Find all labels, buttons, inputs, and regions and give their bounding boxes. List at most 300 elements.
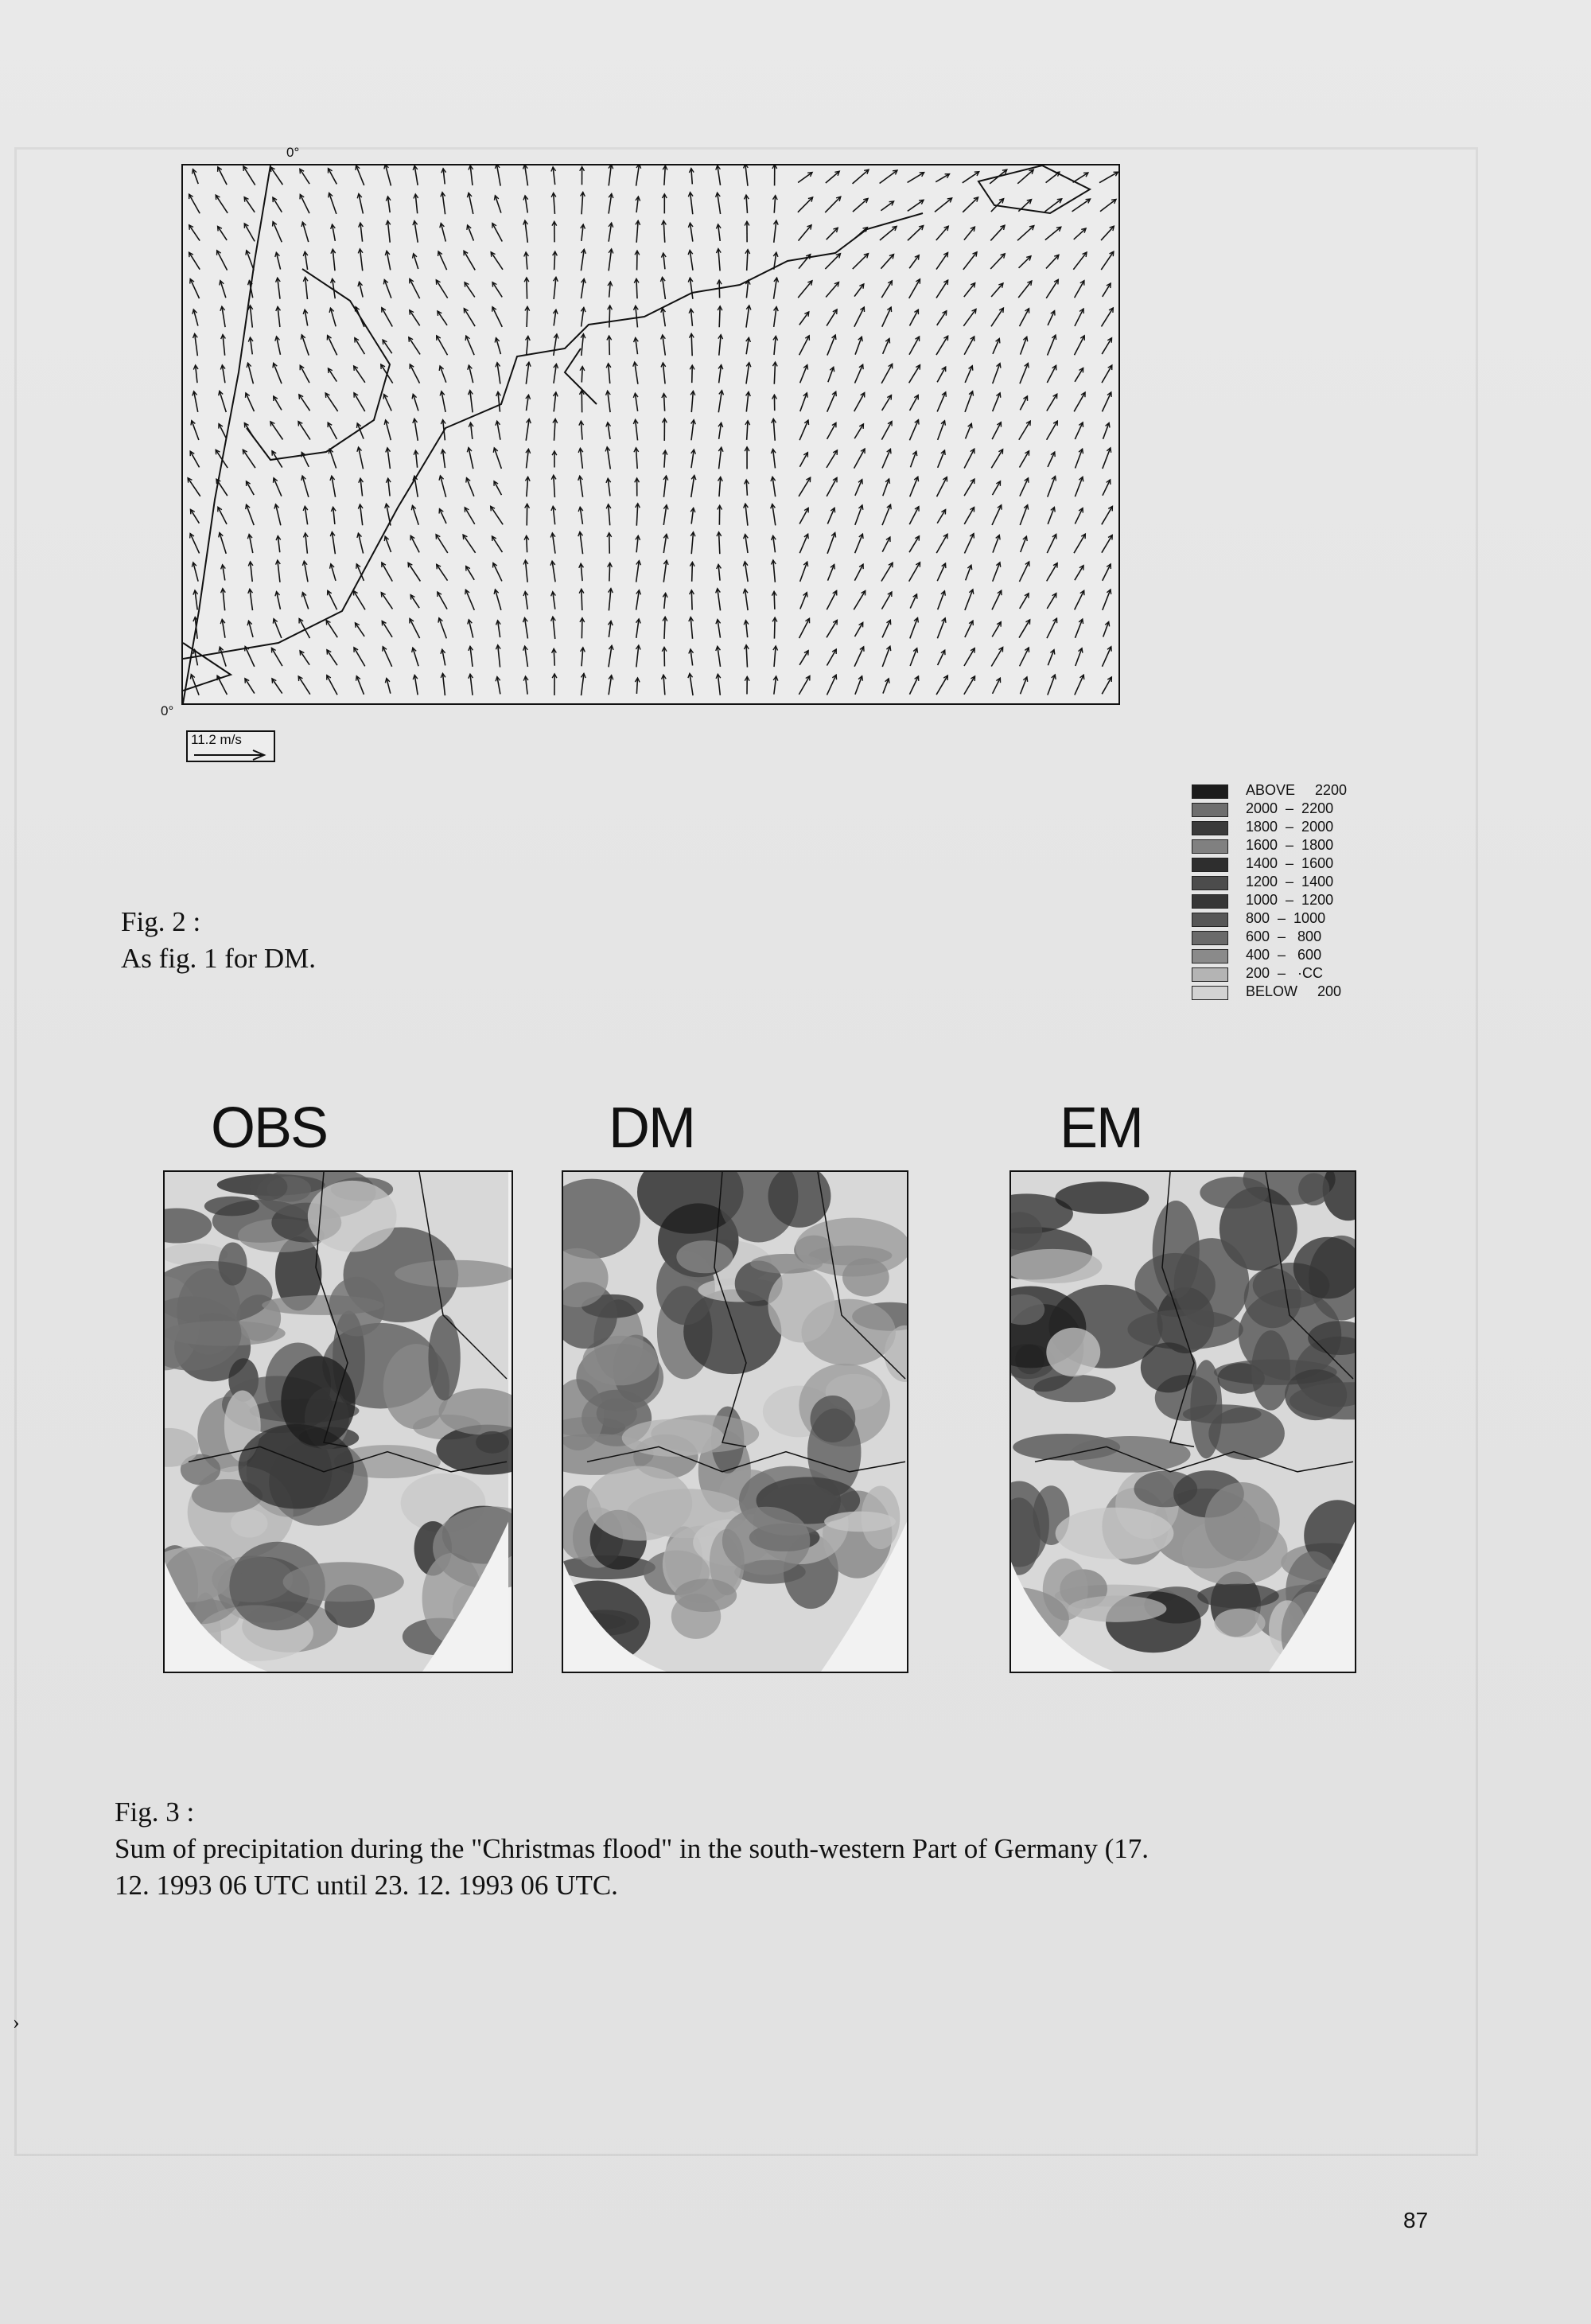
wind-vector	[382, 621, 392, 636]
wind-vector	[466, 336, 474, 355]
wind-vector	[853, 169, 869, 184]
wind-vector	[271, 648, 282, 666]
wind-vector	[746, 645, 747, 668]
precip-region	[1141, 1342, 1196, 1392]
wind-vector	[964, 283, 975, 297]
wind-vector	[881, 563, 893, 581]
precip-region	[1046, 1328, 1100, 1376]
wind-vector	[827, 675, 836, 695]
wind-vector	[937, 311, 947, 325]
wind-vector	[409, 337, 420, 355]
wind-vector	[609, 306, 610, 328]
wind-vector	[1103, 448, 1111, 469]
wind-vector	[1020, 451, 1029, 468]
wind-vector	[719, 477, 721, 496]
wind-vector	[382, 308, 392, 327]
wind-vector	[439, 618, 446, 639]
wind-vector	[1073, 173, 1088, 182]
wind-vector	[1020, 478, 1029, 496]
wind-vector	[243, 450, 255, 468]
wind-vector	[963, 309, 976, 325]
wind-vector	[827, 422, 836, 439]
wind-vector	[1020, 648, 1029, 666]
precip-region	[218, 1242, 247, 1285]
wind-vector	[493, 563, 502, 582]
wind-vector	[964, 676, 975, 695]
wind-vector	[826, 282, 838, 298]
wind-vector	[189, 252, 200, 269]
legend-label: 1200 – 1400	[1246, 874, 1334, 890]
precip-region	[231, 1509, 267, 1537]
wind-vector	[991, 283, 1003, 297]
wind-vector	[218, 507, 227, 524]
wind-vector	[189, 225, 200, 241]
wind-vector	[1046, 279, 1058, 298]
precip-region	[283, 1562, 404, 1602]
wind-vector	[1019, 562, 1029, 582]
wind-vector	[799, 336, 810, 355]
wind-vector	[636, 165, 640, 186]
wind-vector	[554, 193, 555, 213]
wind-vector	[385, 165, 391, 185]
wind-vector	[964, 648, 974, 666]
wind-vector	[1075, 675, 1083, 695]
precip-region	[824, 1512, 896, 1532]
wind-vector	[855, 534, 863, 553]
wind-vector	[881, 364, 893, 383]
precip-region	[587, 1466, 692, 1540]
wind-vector	[853, 198, 868, 212]
legend-label: 600 – 800	[1246, 928, 1322, 944]
wind-vector	[827, 533, 835, 554]
wind-vector	[356, 165, 364, 185]
legend-label: 1800 – 2000	[1246, 819, 1334, 835]
reference-arrow-icon	[193, 748, 272, 762]
wind-vector	[992, 622, 1001, 637]
wind-vector	[747, 421, 748, 440]
wind-vector	[1099, 172, 1118, 182]
wind-vector	[1102, 392, 1111, 411]
legend-row	[1192, 874, 1383, 892]
wind-vector	[298, 422, 310, 440]
wind-vector	[354, 366, 365, 383]
wind-vector	[274, 619, 282, 638]
precip-region	[676, 1240, 733, 1273]
wind-vector	[190, 534, 199, 554]
fig2-axis-top-label: 0°	[286, 145, 300, 160]
wind-vector	[270, 167, 282, 185]
wind-vector	[882, 395, 892, 411]
wind-vector	[1102, 506, 1113, 524]
wind-vector	[582, 192, 583, 214]
legend-label: 800 – 1000	[1246, 910, 1326, 926]
wind-vector	[464, 309, 475, 326]
wind-vector	[609, 165, 611, 185]
wind-vector	[909, 279, 920, 298]
wind-vector	[329, 193, 336, 214]
wind-vector	[774, 196, 775, 213]
precip-region	[395, 1260, 512, 1287]
legend-row	[1192, 947, 1383, 965]
wind-vector	[190, 509, 199, 523]
wind-vector	[636, 220, 638, 242]
reference-vector-label: 11.2 m/s	[191, 732, 242, 747]
legend-row	[1192, 910, 1383, 928]
wind-vector	[1045, 227, 1061, 239]
wind-vector	[300, 194, 309, 213]
wind-vector	[491, 506, 503, 524]
legend-label: 400 – 600	[1246, 947, 1322, 963]
wind-vector	[270, 422, 283, 440]
wind-vector	[854, 449, 865, 469]
legend-row	[1192, 965, 1383, 983]
wind-vector	[273, 197, 282, 212]
wind-vector	[936, 675, 947, 695]
wind-vector	[188, 478, 200, 496]
wind-vector	[1019, 421, 1030, 440]
legend-swatch	[1192, 821, 1228, 835]
wind-vector	[798, 173, 812, 183]
fig2-caption-title: Fig. 2 :	[121, 906, 201, 937]
wind-vector	[936, 336, 948, 355]
wind-vector	[327, 650, 337, 665]
wind-vector	[326, 621, 337, 638]
wind-vector	[1046, 255, 1059, 268]
wind-vector	[465, 508, 474, 524]
panel-title-obs: OBS	[211, 1096, 328, 1160]
precipitation-legend	[1192, 782, 1383, 1002]
reference-vector-box	[186, 730, 275, 762]
wind-vector	[1020, 505, 1027, 525]
wind-vector	[636, 448, 637, 469]
wind-vector	[1047, 534, 1056, 553]
wind-vector	[990, 225, 1005, 240]
wind-vector	[854, 393, 865, 412]
fig3-caption-title: Fig. 3 :	[115, 1797, 195, 1828]
wind-vector	[909, 337, 920, 355]
precip-region	[1056, 1508, 1174, 1559]
wind-vector	[880, 226, 897, 240]
wind-vector	[908, 225, 924, 240]
legend-label: 2000 – 2200	[1246, 800, 1334, 816]
wind-vector	[827, 228, 838, 239]
wind-vector	[328, 422, 336, 439]
wind-vector	[993, 364, 1000, 384]
wind-vector	[1048, 335, 1056, 355]
stray-mark: ›	[13, 2011, 20, 2034]
wind-vector	[465, 590, 474, 610]
wind-vector	[774, 362, 775, 384]
wind-vector	[799, 225, 812, 241]
wind-vector	[1074, 336, 1084, 355]
wind-vector	[937, 618, 945, 638]
wind-vector	[609, 336, 610, 355]
wind-vector	[909, 309, 918, 325]
wind-vector	[663, 220, 665, 242]
wind-vector	[718, 249, 720, 271]
wind-vector	[1047, 421, 1058, 440]
wind-vector	[910, 618, 918, 639]
wind-vector	[909, 676, 918, 695]
precip-map-obs	[163, 1170, 513, 1673]
wind-vector	[965, 590, 973, 610]
wind-vector	[825, 197, 841, 212]
wind-vector	[354, 648, 365, 667]
wind-vector	[880, 170, 897, 183]
precip-region	[1068, 1595, 1167, 1621]
wind-vector	[937, 477, 947, 497]
wind-vector	[1047, 365, 1056, 383]
wind-vector	[909, 420, 918, 441]
wind-vector-field	[183, 165, 1118, 703]
wind-vector	[298, 676, 310, 695]
wind-vector	[354, 393, 365, 411]
wind-vector	[381, 593, 392, 609]
wind-vector	[353, 590, 365, 609]
wind-vector	[964, 227, 974, 240]
wind-vector	[327, 675, 337, 695]
wind-vector	[463, 535, 476, 553]
wind-vector	[992, 422, 1001, 439]
wind-vector	[1073, 252, 1087, 270]
wind-vector	[464, 251, 475, 270]
wind-vector	[719, 306, 720, 327]
legend-swatch	[1192, 784, 1228, 799]
wind-vector	[965, 391, 973, 412]
wind-vector	[719, 532, 720, 554]
wind-vector	[1048, 675, 1055, 695]
border-line	[978, 165, 1090, 213]
wind-vector	[827, 309, 837, 326]
wind-vector	[799, 508, 808, 524]
wind-vector	[798, 281, 812, 298]
wind-vector	[436, 535, 448, 553]
legend-swatch	[1192, 986, 1228, 1000]
precip-region	[1208, 1407, 1285, 1460]
wind-vector	[216, 195, 228, 213]
precip-region	[476, 1431, 509, 1454]
wind-vector	[882, 449, 890, 468]
wind-vector	[1020, 363, 1028, 383]
wind-vector	[244, 224, 255, 242]
wind-vector	[964, 479, 974, 496]
wind-vector	[799, 651, 808, 665]
wind-vector	[936, 534, 947, 553]
wind-vector	[492, 536, 503, 552]
wind-vector	[1018, 281, 1032, 298]
wind-vector	[636, 678, 637, 694]
legend-swatch	[1192, 876, 1228, 890]
wind-vector	[964, 508, 974, 524]
precip-region	[1070, 1436, 1191, 1473]
wind-vector	[882, 646, 890, 667]
wind-vector	[636, 278, 637, 298]
precip-region	[1055, 1181, 1149, 1214]
legend-row	[1192, 928, 1383, 947]
wind-vector	[936, 226, 948, 240]
wind-vector	[910, 477, 918, 496]
legend-swatch	[1192, 913, 1228, 927]
wind-vector	[328, 336, 337, 356]
wind-vector	[1075, 566, 1083, 581]
wind-vector	[937, 392, 946, 412]
wind-vector	[908, 200, 924, 211]
wind-vector	[745, 165, 748, 186]
wind-vector	[191, 675, 199, 695]
precip-map-obs-image	[165, 1172, 512, 1672]
precip-region	[1298, 1173, 1329, 1205]
wind-vector	[355, 338, 365, 355]
wind-vector	[244, 197, 255, 212]
legend-swatch	[1192, 858, 1228, 872]
wind-vector	[908, 173, 924, 183]
fig2-axis-left-label: 0°	[161, 703, 174, 718]
wind-vector	[1075, 590, 1084, 609]
wind-vector	[527, 477, 528, 496]
wind-vector	[855, 364, 863, 383]
wind-vector	[491, 252, 503, 270]
legend-swatch	[1192, 949, 1228, 963]
precip-region	[768, 1268, 834, 1342]
wind-vector	[909, 536, 919, 552]
precip-region	[842, 1258, 889, 1296]
wind-vector	[554, 251, 555, 270]
precip-region	[675, 1579, 737, 1612]
fig3-caption-text-2: 12. 1993 06 UTC until 23. 12. 1993 06 UTC.	[115, 1870, 618, 1901]
precip-region	[597, 1399, 637, 1429]
wind-vector	[410, 278, 420, 298]
wind-vector	[1074, 392, 1085, 411]
wind-vector	[664, 617, 665, 639]
wind-vector	[1047, 394, 1057, 411]
wind-vector	[243, 166, 255, 185]
wind-vector	[609, 563, 610, 581]
wind-vector	[1102, 338, 1111, 354]
wind-vector	[746, 480, 747, 496]
wind-vector	[963, 172, 979, 183]
wind-vector	[1101, 226, 1114, 240]
wind-vector	[217, 251, 228, 271]
wind-vector	[437, 336, 448, 355]
wind-vector	[991, 647, 1002, 666]
wind-vector	[410, 364, 419, 383]
precip-map-dm	[562, 1170, 908, 1673]
legend-swatch	[1192, 894, 1228, 909]
wind-vector	[936, 252, 948, 269]
wind-vector	[410, 595, 419, 609]
wind-vector	[964, 534, 974, 554]
wind-vector	[1074, 534, 1085, 553]
wind-vector	[245, 646, 255, 666]
wind-vector	[799, 420, 808, 440]
wind-vector	[1048, 476, 1056, 496]
legend-label: 1000 – 1200	[1246, 892, 1334, 908]
panel-title-em: EM	[1060, 1096, 1142, 1160]
legend-row	[1192, 837, 1383, 855]
wind-vector	[328, 590, 337, 609]
wind-vector	[774, 617, 775, 638]
wind-vector	[1103, 590, 1111, 610]
wind-vector	[438, 592, 447, 609]
wind-vector	[1101, 308, 1113, 326]
wind-vector	[964, 449, 974, 468]
wind-vector-map	[181, 164, 1120, 705]
wind-vector	[1020, 309, 1029, 326]
wind-vector	[355, 623, 364, 636]
wind-vector	[992, 590, 1002, 609]
wind-vector	[963, 197, 978, 212]
precip-region	[329, 1277, 384, 1337]
legend-swatch	[1192, 839, 1228, 854]
wind-vector	[1103, 564, 1111, 581]
precip-region	[281, 1356, 355, 1446]
wind-vector	[554, 418, 555, 440]
wind-vector	[991, 308, 1003, 326]
wind-vector	[937, 563, 945, 581]
wind-vector	[1100, 199, 1116, 211]
precip-map-em-image	[1011, 1172, 1355, 1672]
legend-row	[1192, 892, 1383, 910]
wind-vector	[854, 564, 863, 581]
wind-vector	[664, 165, 665, 185]
wind-vector	[663, 394, 664, 411]
wind-vector	[272, 679, 282, 694]
wind-vector	[882, 620, 890, 637]
wind-vector	[273, 222, 282, 243]
wind-vector	[247, 504, 255, 525]
wind-vector	[827, 391, 836, 412]
precip-region	[1251, 1330, 1290, 1411]
wind-vector	[436, 280, 447, 298]
wind-vector	[1020, 594, 1029, 609]
legend-swatch	[1192, 803, 1228, 817]
legend-row	[1192, 782, 1383, 800]
wind-vector	[692, 562, 693, 581]
wind-vector	[774, 591, 775, 609]
page-number: 87	[1403, 2208, 1429, 2233]
border-line	[247, 269, 390, 460]
wind-vector	[329, 169, 337, 185]
wind-vector	[636, 504, 637, 526]
precip-region	[1197, 1584, 1279, 1609]
wind-vector	[1047, 618, 1056, 638]
wind-vector	[854, 424, 863, 438]
wind-vector	[492, 282, 502, 298]
wind-vector	[663, 675, 665, 695]
wind-vector	[410, 310, 420, 325]
precip-region	[811, 1396, 856, 1442]
legend-row	[1192, 983, 1383, 1002]
wind-vector	[827, 620, 837, 637]
legend-row	[1192, 855, 1383, 874]
wind-vector	[827, 450, 837, 468]
wind-vector	[190, 451, 199, 467]
wind-vector	[383, 647, 391, 667]
wind-vector	[492, 224, 502, 242]
wind-vector	[218, 226, 228, 239]
wind-vector	[408, 563, 420, 581]
wind-vector	[189, 194, 200, 213]
wind-vector	[299, 395, 310, 411]
wind-vector	[827, 649, 836, 665]
wind-vector	[827, 335, 835, 356]
wind-vector	[245, 679, 255, 694]
wind-vector	[964, 337, 974, 355]
wind-vector	[492, 307, 502, 327]
wind-vector	[854, 647, 864, 667]
wind-vector	[854, 590, 865, 609]
wind-vector	[1047, 594, 1056, 609]
